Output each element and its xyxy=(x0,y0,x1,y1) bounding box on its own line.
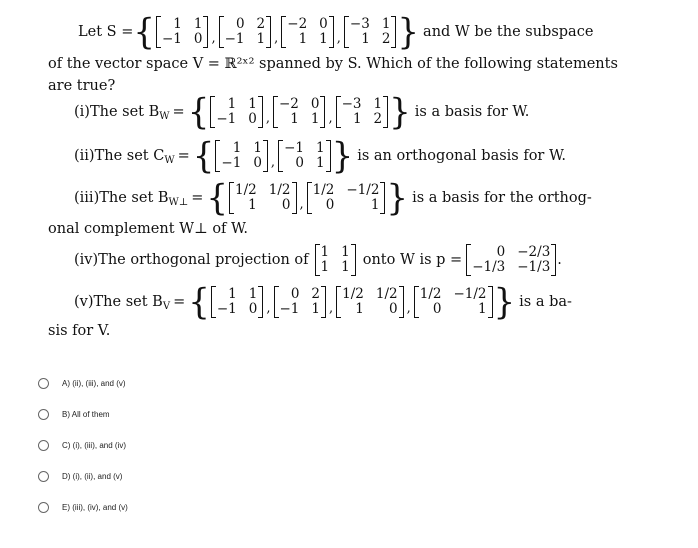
statement-iv-mid: onto W is p = xyxy=(362,252,463,268)
option-c-label[interactable]: C) (i), (iii), and (iv) xyxy=(62,441,126,450)
matrix: 1 1 −1 0 xyxy=(156,16,209,48)
option-a-label[interactable]: A) (ii), (iii), and (v) xyxy=(62,379,126,388)
statement-line-1: Let S = { 1 1 −1 0 , 0 2 −1 1 , −2 0 1 1 , −3 1 1 2 } and W be the subspace xyxy=(78,11,594,54)
statement-ii-label: (ii)The set C xyxy=(74,148,165,164)
statement-line-3: are true? xyxy=(48,78,116,94)
radio-button[interactable] xyxy=(38,440,49,451)
statement-line-2: of the vector space V = ℝ²ˣ² spanned by S. Which of the following statements xyxy=(48,56,618,72)
left-brace: { xyxy=(133,11,155,54)
matrix: 0 2 −1 1 xyxy=(219,16,272,48)
radio-button[interactable] xyxy=(38,378,49,389)
statement-i-suffix: is a basis for W. xyxy=(414,104,530,120)
option-c[interactable] xyxy=(38,440,126,451)
statement-ii-sub: W xyxy=(164,154,175,166)
statement-v: (v)The set B $_V$ = { 1 1 −1 0 , 0 2 −1 1 , 1/2 1/2 1 0 , 1/2 −1/2 0 1 } is a ba- xyxy=(74,281,572,323)
option-d-label[interactable]: D) (i), (ii), and (v) xyxy=(62,472,123,481)
statement-iv: (iv)The orthogonal projection of 1 1 1 1 onto W is p = 0 −2/3 −1/3 −1/3 . xyxy=(74,244,562,275)
statement-v-suffix: is a ba- xyxy=(519,294,572,310)
statement-iv-label: (iv)The orthogonal projection of xyxy=(74,252,309,268)
option-a[interactable] xyxy=(38,378,126,389)
statement-iii-suffix: is a basis for the orthog- xyxy=(412,190,592,206)
radio-button[interactable] xyxy=(38,471,49,482)
statement-v-cont: sis for V. xyxy=(48,323,111,339)
matrix: −3 1 1 2 xyxy=(344,16,397,48)
statement-ii: (ii)The set C $_W$ = { 1 1 −1 0 , −1 1 0 1 } is an orthogonal basis for W. xyxy=(74,135,566,177)
matrix: −2 0 1 1 xyxy=(281,16,334,48)
statement-i: (i)The set B $_W$ = { 1 1 −1 0 , −2 0 1 1 , −3 1 1 2 } is a basis for W. xyxy=(74,91,530,133)
statement-iii-label: (iii)The set B xyxy=(74,190,169,206)
statement-v-label: (v)The set B xyxy=(74,294,163,310)
statement-iii: (iii)The set B $_{W\perp}$ = { 1/2 1/2 1 0 , 1/2 −1/2 0 1 } is a basis for the orthog- xyxy=(74,177,592,219)
radio-button[interactable] xyxy=(38,409,49,420)
statement-ii-suffix: is an orthogonal basis for W. xyxy=(357,148,566,164)
statement-i-sub: W xyxy=(159,110,170,122)
option-b[interactable] xyxy=(38,409,110,420)
option-d[interactable] xyxy=(38,471,122,482)
radio-button[interactable] xyxy=(38,502,49,513)
statement-iii-sub: W⊥ xyxy=(168,196,189,208)
statement-i-label: (i)The set B xyxy=(74,104,160,120)
option-e-label[interactable]: E) (iii), (iv), and (v) xyxy=(62,503,128,512)
right-brace: } xyxy=(397,11,420,54)
let-s-text: Let S = xyxy=(78,24,134,40)
statement-iii-cont: onal complement W⊥ of W. xyxy=(48,221,248,237)
option-b-label[interactable]: B) All of them xyxy=(62,410,110,419)
statement-v-sub: V xyxy=(162,300,171,312)
subspace-text: and W be the subspace xyxy=(423,24,594,40)
option-e[interactable] xyxy=(38,502,128,513)
